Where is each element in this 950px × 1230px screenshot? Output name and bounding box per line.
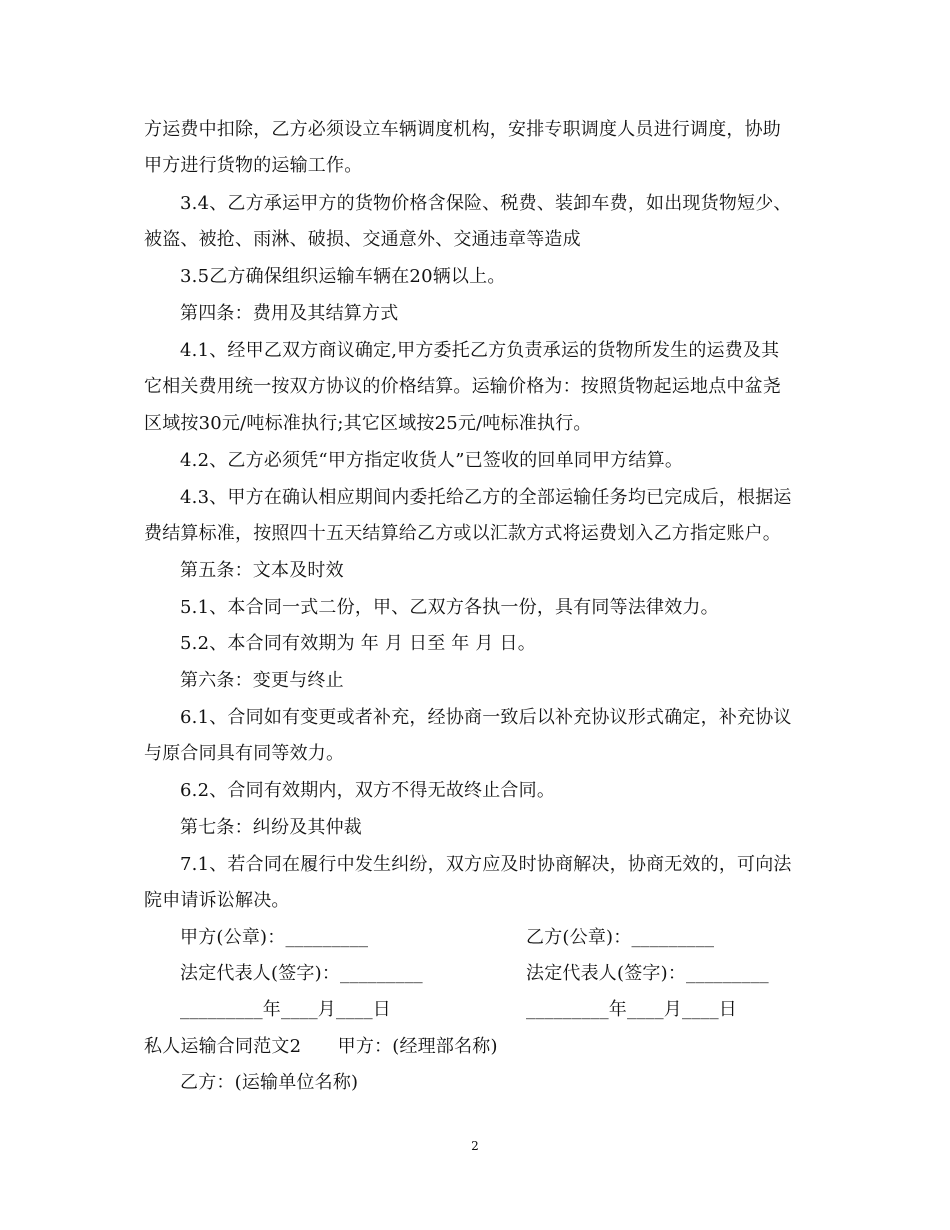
paragraph-line: 区域按30元/吨标准执行;其它区域按25元/吨标准执行。	[144, 413, 592, 434]
party-b-name: 乙方：(运输单位名称)	[180, 1072, 359, 1093]
party-a-seal: 甲方(公章)：_________	[180, 927, 369, 948]
paragraph-line: 6.2、合同有效期内，双方不得无故终止合同。	[180, 780, 556, 801]
section-heading: 第五条：文本及时效	[180, 560, 344, 581]
paragraph-line: 院申请诉讼解决。	[144, 890, 290, 911]
paragraph-line: 3.4、乙方承运甲方的货物价格含保险、税费、装卸车费，如出现货物短少、	[180, 193, 792, 214]
party-b-representative: 法定代表人(签字)：_________	[526, 963, 769, 984]
paragraph-line: 7.1、若合同在履行中发生纠纷，双方应及时协商解决，协商无效的，可向法	[180, 854, 792, 875]
paragraph-line: 5.1、本合同一式二份，甲、乙双方各执一份，具有同等法律效力。	[180, 597, 719, 618]
paragraph-line: 方运费中扣除，乙方必须设立车辆调度机构，安排专职调度人员进行调度，协助	[144, 119, 781, 140]
party-b-seal: 乙方(公章)：_________	[526, 927, 715, 948]
party-a-representative: 法定代表人(签字)：_________	[180, 963, 423, 984]
paragraph-line: 4.1、经甲乙双方商议确定,甲方委托乙方负责承运的货物所发生的运费及其	[180, 340, 780, 361]
section-heading: 第七条：纠纷及其仲裁	[180, 817, 362, 838]
paragraph-line: 4.3、甲方在确认相应期间内委托给乙方的全部运输任务均已完成后，根据运	[180, 487, 792, 508]
page-number: 2	[471, 1139, 479, 1153]
party-a-date: _________年____月____日	[180, 999, 391, 1020]
paragraph-line: 3.5乙方确保组织运输车辆在20辆以上。	[180, 266, 506, 287]
next-contract-title: 私人运输合同范文2 甲方：(经理部名称)	[144, 1036, 498, 1057]
paragraph-line: 与原合同具有同等效力。	[144, 743, 345, 764]
section-heading: 第六条：变更与终止	[180, 670, 344, 691]
paragraph-line: 4.2、乙方必须凭“甲方指定收货人”已签收的回单同甲方结算。	[180, 450, 684, 471]
section-heading: 第四条：费用及其结算方式	[180, 303, 399, 324]
paragraph-line: 费结算标准，按照四十五天结算给乙方或以汇款方式将运费划入乙方指定账户。	[144, 523, 781, 544]
paragraph-line: 6.1、合同如有变更或者补充，经协商一致后以补充协议形式确定，补充协议	[180, 707, 792, 728]
paragraph-line: 它相关费用统一按双方协议的价格结算。运输价格为：按照货物起运地点中盆尧	[144, 376, 781, 397]
paragraph-line: 5.2、本合同有效期为 年 月 日至 年 月 日。	[180, 633, 536, 654]
party-b-date: _________年____月____日	[526, 999, 737, 1020]
paragraph-line: 被盗、被抢、雨淋、破损、交通意外、交通违章等造成	[144, 229, 581, 250]
paragraph-line: 甲方进行货物的运输工作。	[144, 155, 363, 176]
